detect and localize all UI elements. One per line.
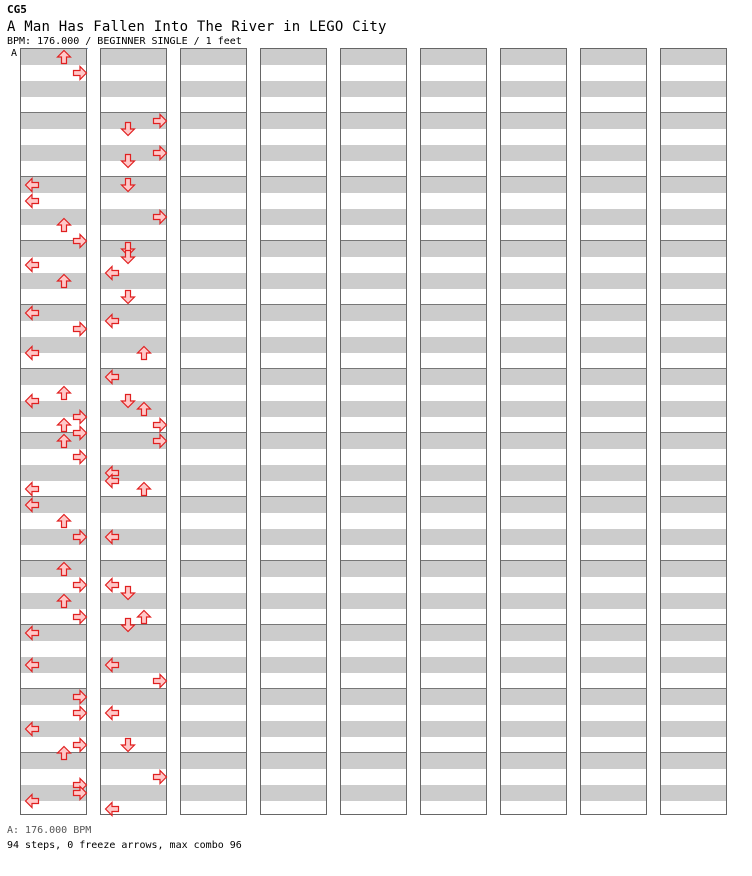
measure-line — [181, 304, 246, 305]
measure-line — [341, 496, 406, 497]
measure-line — [581, 624, 646, 625]
chart-meta: BPM: 176.000 / BEGINNER SINGLE / 1 feet — [7, 36, 242, 47]
measure-line — [501, 688, 566, 689]
arrow-left-icon — [24, 257, 40, 273]
measure-line — [501, 176, 566, 177]
arrow-left-icon — [104, 473, 120, 489]
measure-line — [181, 688, 246, 689]
arrow-right-icon — [72, 321, 88, 337]
chart-column — [420, 48, 487, 815]
arrow-up-icon — [136, 345, 152, 361]
chart-column — [580, 48, 647, 815]
measure-line — [581, 752, 646, 753]
measure-line — [261, 432, 326, 433]
chart-column — [20, 48, 87, 815]
measure-line — [501, 304, 566, 305]
arrow-up-icon — [56, 417, 72, 433]
measure-line — [421, 624, 486, 625]
arrow-left-icon — [24, 393, 40, 409]
arrow-up-icon — [56, 273, 72, 289]
measure-line — [261, 368, 326, 369]
arrow-right-icon — [72, 425, 88, 441]
bpm-marker: A — [11, 48, 18, 59]
measure-line — [341, 368, 406, 369]
arrow-right-icon — [152, 417, 168, 433]
chart-column — [340, 48, 407, 815]
measure-line — [661, 624, 726, 625]
measure-line — [341, 688, 406, 689]
measure-line — [501, 432, 566, 433]
arrow-left-icon — [24, 481, 40, 497]
arrow-down-icon — [120, 737, 136, 753]
measure-line — [261, 624, 326, 625]
measure-line — [661, 304, 726, 305]
arrow-left-icon — [24, 345, 40, 361]
measure-line — [661, 240, 726, 241]
arrow-down-icon — [120, 249, 136, 265]
measure-line — [261, 560, 326, 561]
measure-line — [341, 432, 406, 433]
arrow-left-icon — [104, 657, 120, 673]
measure-line — [341, 112, 406, 113]
measure-line — [581, 496, 646, 497]
measure-line — [341, 560, 406, 561]
arrow-left-icon — [104, 801, 120, 817]
arrow-up-icon — [136, 481, 152, 497]
measure-line — [501, 560, 566, 561]
measure-line — [101, 496, 166, 497]
arrow-left-icon — [104, 265, 120, 281]
chart-column — [500, 48, 567, 815]
measure-line — [261, 496, 326, 497]
arrow-right-icon — [152, 433, 168, 449]
measure-line — [661, 176, 726, 177]
arrow-right-icon — [152, 209, 168, 225]
arrow-left-icon — [24, 193, 40, 209]
measure-line — [661, 368, 726, 369]
arrow-left-icon — [24, 497, 40, 513]
chart-stats: 94 steps, 0 freeze arrows, max combo 96 — [7, 840, 242, 851]
arrow-down-icon — [120, 177, 136, 193]
measure-line — [501, 752, 566, 753]
arrow-right-icon — [72, 705, 88, 721]
arrow-up-icon — [56, 513, 72, 529]
arrow-right-icon — [72, 609, 88, 625]
arrow-down-icon — [120, 617, 136, 633]
arrow-right-icon — [72, 409, 88, 425]
arrow-right-icon — [72, 737, 88, 753]
measure-line — [181, 624, 246, 625]
chart-column — [180, 48, 247, 815]
measure-line — [421, 560, 486, 561]
measure-line — [341, 304, 406, 305]
arrow-up-icon — [56, 49, 72, 65]
measure-line — [421, 432, 486, 433]
arrow-down-icon — [120, 289, 136, 305]
measure-line — [261, 304, 326, 305]
measure-line — [421, 688, 486, 689]
measure-line — [261, 176, 326, 177]
arrow-down-icon — [120, 585, 136, 601]
measure-line — [21, 560, 86, 561]
chart-column — [100, 48, 167, 815]
measure-line — [501, 496, 566, 497]
arrow-left-icon — [104, 705, 120, 721]
measure-line — [421, 496, 486, 497]
arrow-left-icon — [24, 721, 40, 737]
measure-line — [181, 112, 246, 113]
measure-line — [421, 112, 486, 113]
arrow-up-icon — [56, 433, 72, 449]
measure-line — [581, 304, 646, 305]
measure-line — [261, 112, 326, 113]
measure-line — [421, 368, 486, 369]
arrow-right-icon — [72, 529, 88, 545]
measure-line — [501, 112, 566, 113]
arrow-right-icon — [152, 145, 168, 161]
arrow-down-icon — [120, 121, 136, 137]
measure-line — [421, 304, 486, 305]
arrow-left-icon — [24, 177, 40, 193]
arrow-right-icon — [72, 785, 88, 801]
arrow-right-icon — [152, 113, 168, 129]
arrow-right-icon — [72, 449, 88, 465]
measure-line — [181, 496, 246, 497]
measure-line — [501, 624, 566, 625]
song-title: A Man Has Fallen Into The River in LEGO City — [7, 19, 387, 35]
measure-line — [581, 112, 646, 113]
measure-line — [581, 176, 646, 177]
measure-line — [21, 368, 86, 369]
measure-line — [501, 368, 566, 369]
measure-line — [181, 176, 246, 177]
measure-line — [501, 240, 566, 241]
measure-line — [341, 752, 406, 753]
arrow-left-icon — [24, 625, 40, 641]
arrow-down-icon — [120, 153, 136, 169]
arrow-right-icon — [152, 673, 168, 689]
arrow-left-icon — [104, 529, 120, 545]
arrow-left-icon — [104, 313, 120, 329]
arrow-right-icon — [72, 689, 88, 705]
arrow-right-icon — [152, 769, 168, 785]
measure-line — [661, 752, 726, 753]
measure-line — [341, 240, 406, 241]
measure-line — [21, 112, 86, 113]
arrow-right-icon — [72, 577, 88, 593]
measure-line — [421, 752, 486, 753]
arrow-left-icon — [104, 577, 120, 593]
measure-line — [581, 368, 646, 369]
measure-line — [181, 240, 246, 241]
chart-column — [260, 48, 327, 815]
measure-line — [421, 176, 486, 177]
arrow-down-icon — [120, 393, 136, 409]
measure-line — [181, 432, 246, 433]
arrow-up-icon — [56, 385, 72, 401]
measure-line — [181, 560, 246, 561]
arrow-left-icon — [24, 305, 40, 321]
chart-column — [660, 48, 727, 815]
measure-line — [661, 688, 726, 689]
measure-line — [661, 496, 726, 497]
measure-line — [341, 624, 406, 625]
measure-line — [421, 240, 486, 241]
measure-line — [661, 560, 726, 561]
arrow-up-icon — [56, 217, 72, 233]
measure-line — [581, 560, 646, 561]
arrow-up-icon — [56, 745, 72, 761]
measure-line — [581, 432, 646, 433]
measure-line — [261, 688, 326, 689]
measure-line — [581, 688, 646, 689]
arrow-left-icon — [24, 657, 40, 673]
measure-line — [261, 752, 326, 753]
arrow-left-icon — [24, 793, 40, 809]
measure-line — [661, 112, 726, 113]
arrow-left-icon — [104, 369, 120, 385]
arrow-right-icon — [72, 65, 88, 81]
arrow-right-icon — [72, 233, 88, 249]
arrow-up-icon — [56, 561, 72, 577]
arrow-up-icon — [56, 593, 72, 609]
chart-code: CG5 — [7, 3, 27, 16]
measure-line — [661, 432, 726, 433]
bpm-info: A: 176.000 BPM — [7, 825, 92, 836]
measure-line — [581, 240, 646, 241]
measure-line — [341, 176, 406, 177]
measure-line — [101, 560, 166, 561]
measure-line — [181, 752, 246, 753]
measure-line — [261, 240, 326, 241]
measure-line — [181, 368, 246, 369]
arrow-up-icon — [136, 609, 152, 625]
arrow-up-icon — [136, 401, 152, 417]
